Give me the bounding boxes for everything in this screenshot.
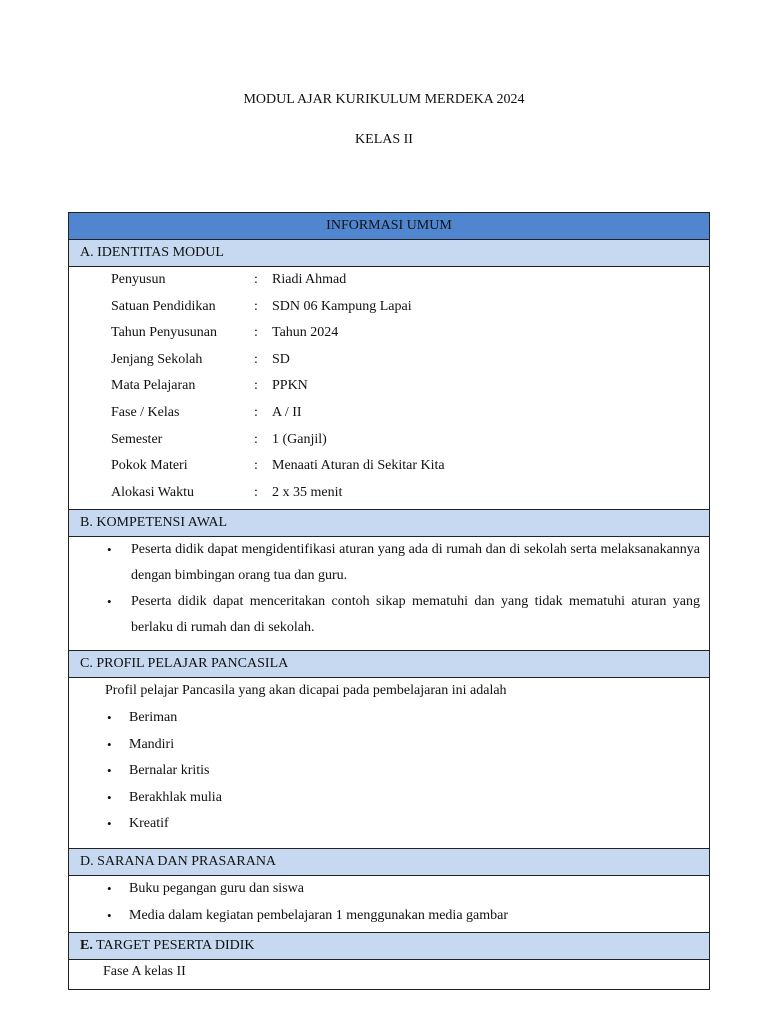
section-b-body — [69, 537, 709, 651]
section-e-title — [69, 933, 709, 960]
identity-row — [69, 480, 709, 507]
identity-colon: : — [254, 272, 258, 287]
section-e-label: TARGET PESERTA DIDIK — [92, 938, 255, 954]
identity-row — [69, 427, 709, 454]
identity-value: Menaati Aturan di Sekitar Kita — [272, 458, 445, 474]
identity-colon: : — [254, 431, 258, 447]
bullet-icon: • — [107, 542, 112, 558]
identity-key: Satuan Pendidikan — [111, 298, 216, 314]
table-header: INFORMASI UMUM — [69, 213, 709, 240]
identity-value: SD — [272, 351, 290, 367]
bullet-icon: • — [107, 763, 112, 779]
info-table — [68, 212, 710, 990]
identity-row — [69, 320, 709, 347]
section-c-intro: Profil pelajar Pancasila yang akan dicapai pada pembelajaran ini adalah — [105, 683, 507, 699]
identity-row — [69, 453, 709, 480]
identity-value: Tahun 2024 — [272, 325, 339, 341]
section-c-body — [69, 678, 709, 849]
bullet-icon: • — [107, 594, 112, 610]
section-e-letter: E. — [80, 938, 93, 954]
list-item-text: Berakhlak mulia — [129, 789, 222, 805]
identity-key: Fase / Kelas — [111, 404, 180, 420]
list-item — [69, 537, 709, 589]
section-e-body — [69, 960, 709, 989]
identity-key: Tahun Penyusunan — [111, 325, 217, 341]
identity-key: Jenjang Sekolah — [111, 351, 203, 367]
bullet-icon: • — [107, 880, 112, 896]
bullet-icon: • — [107, 736, 112, 752]
list-item — [69, 705, 709, 732]
identity-key: Semester — [111, 431, 163, 447]
identity-row — [69, 347, 709, 374]
identity-row — [69, 267, 709, 294]
list-item — [69, 732, 709, 759]
section-e-text: Fase A kelas II — [103, 964, 186, 980]
section-c-title: C. PROFIL PELAJAR PANCASILA — [69, 651, 709, 678]
bullet-icon: • — [107, 709, 112, 725]
bullet-icon: • — [107, 907, 112, 923]
section-a-title: A. IDENTITAS MODUL — [69, 240, 709, 267]
identity-value: 2 x 35 menit — [272, 484, 343, 500]
identity-row — [69, 294, 709, 321]
list-item — [69, 811, 709, 838]
identity-colon: : — [254, 325, 258, 341]
identity-value: 1 (Ganjil) — [272, 431, 327, 447]
identity-key: Alokasi Waktu — [111, 484, 194, 500]
list-item-text: Mandiri — [129, 736, 175, 752]
section-d-body — [69, 876, 709, 933]
identity-colon: : — [254, 298, 258, 314]
identity-value: SDN 06 Kampung Lapai — [272, 298, 412, 314]
bullet-icon: • — [107, 789, 112, 805]
identity-key: Mata Pelajaran — [111, 378, 196, 394]
section-d-title: D. SARANA DAN PRASARANA — [69, 849, 709, 876]
list-item-text: Beriman — [129, 709, 178, 725]
document-class: KELAS II — [355, 132, 413, 147]
identity-value: A / II — [272, 404, 302, 420]
identity-colon: : — [254, 458, 258, 474]
identity-value: Riadi Ahmad — [272, 272, 347, 287]
list-item-text: Media dalam kegiatan pembelajaran 1 menggunakan media gambar — [129, 907, 509, 923]
identity-colon: : — [254, 351, 258, 367]
bullet-icon: • — [107, 816, 112, 832]
section-b-title: B. KOMPETENSI AWAL — [69, 510, 709, 537]
list-item-text: Bernalar kritis — [129, 763, 210, 779]
list-item — [69, 903, 709, 930]
list-item-text: Peserta didik dapat mengidentifikasi aturan yang ada di rumah dan di sekolah serta melaksanakannya dengan bimbingan orang tua dan guru. — [131, 542, 700, 584]
list-item — [69, 589, 709, 641]
list-item — [69, 876, 709, 903]
list-item-text: Peserta didik dapat menceritakan contoh sikap mematuhi dan yang tidak mematuhi aturan yang berlaku di rumah dan di sekolah. — [131, 594, 700, 636]
identity-colon: : — [254, 484, 258, 500]
identity-value: PPKN — [272, 378, 308, 394]
list-item — [69, 785, 709, 812]
identity-key: Penyusun — [111, 272, 166, 287]
section-a-body — [69, 267, 709, 510]
identity-row — [69, 373, 709, 400]
identity-colon: : — [254, 378, 258, 394]
document-title: MODUL AJAR KURIKULUM MERDEKA 2024 — [243, 92, 525, 107]
list-item-text: Kreatif — [129, 816, 169, 832]
identity-colon: : — [254, 404, 258, 420]
list-item-text: Buku pegangan guru dan siswa — [129, 880, 304, 896]
identity-row — [69, 400, 709, 427]
identity-key: Pokok Materi — [111, 458, 188, 474]
list-item — [69, 758, 709, 785]
